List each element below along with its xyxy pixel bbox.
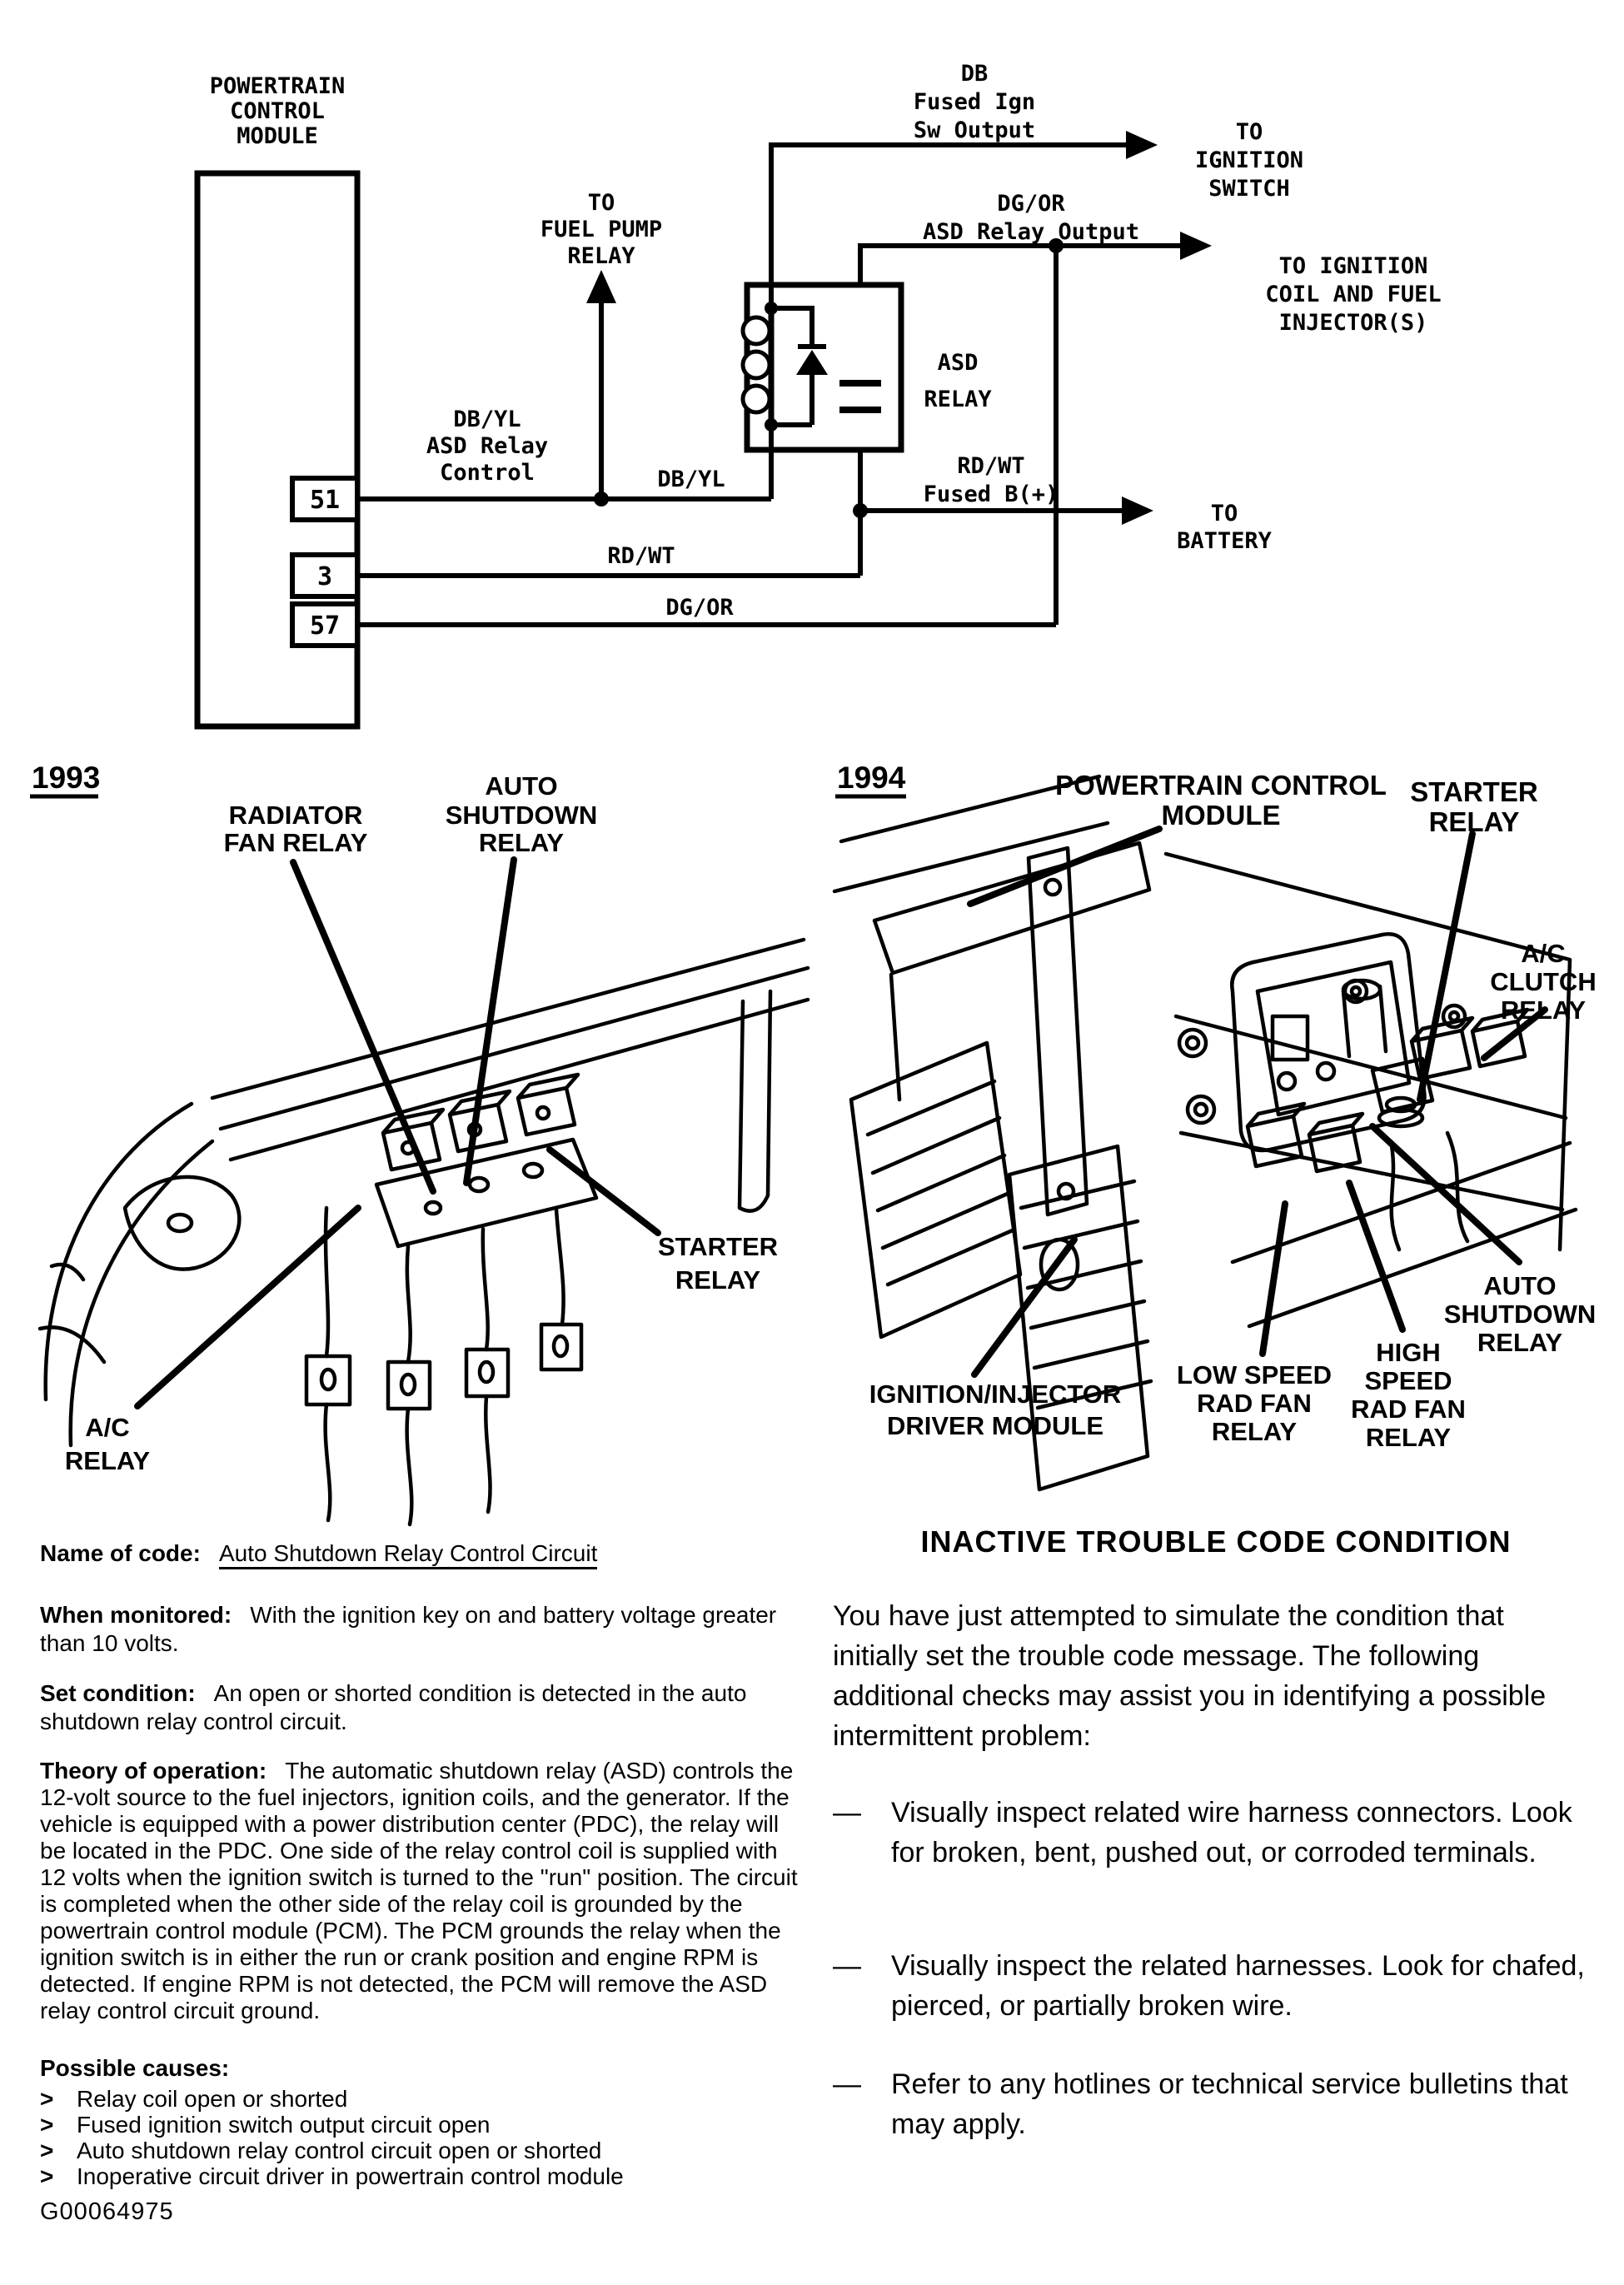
check-text: Refer to any hotlines or technical service bulletins that may apply.	[891, 2068, 1568, 2140]
pcm-label: MODULE	[1161, 800, 1281, 831]
check-text: Visually inspect related wire harness connectors. Look for broken, bent, pushed out, or corroded terminals.	[891, 1797, 1572, 1868]
check-dash: —	[833, 1950, 861, 1982]
ac-relay-leader	[137, 1208, 358, 1406]
ignition-injector-leader	[974, 1240, 1074, 1374]
check-dash: —	[833, 1797, 861, 1828]
cause-item	[40, 2138, 800, 2163]
starter-relay-label: RELAY	[1428, 806, 1520, 837]
check-dash: —	[833, 2068, 861, 2100]
set-condition-text: An open or shorted condition is detected in the auto shutdown relay control circuit.	[40, 1680, 747, 1734]
pcm-leader	[970, 829, 1159, 904]
leader-lines-1994	[970, 829, 1545, 1374]
db-yl-control-label: DB/YL	[453, 407, 521, 432]
pcm-label-line: MODULE	[237, 123, 318, 149]
db-yl-wire-label: DB/YL	[657, 466, 725, 492]
graphic-id	[40, 2198, 800, 2226]
rd-wt-fused-label: RD/WT	[957, 453, 1025, 479]
check-item	[833, 2064, 1587, 2144]
auto-shutdown-relay-label: SHUTDOWN	[1443, 1300, 1597, 1329]
to-ignition-coil-label: TO IGNITION	[1278, 253, 1428, 279]
set-condition-label: Set condition:	[40, 1680, 196, 1706]
figure-year: 1993	[32, 761, 101, 795]
ac-clutch-relay-label: RELAY	[1500, 995, 1587, 1025]
radiator-fan-relay-label: FAN RELAY	[223, 828, 368, 857]
inactive-condition-title: INACTIVE TROUBLE CODE CONDITION	[920, 1524, 1512, 1559]
relay-coil-icon	[743, 308, 771, 425]
dg-or-output-label: DG/OR	[997, 191, 1065, 217]
cause-item	[40, 2163, 800, 2189]
ac-clutch-relay-label: CLUTCH	[1490, 967, 1597, 996]
high-speed-relay-label: SPEED	[1364, 1366, 1452, 1395]
cause-text: Fused ignition switch output circuit open	[77, 2112, 491, 2138]
dg-or-output-label: ASD Relay Output	[922, 219, 1140, 245]
db-fused-label: DB	[960, 61, 989, 87]
low-speed-relay-label: LOW SPEED	[1176, 1360, 1333, 1389]
code-name-value: Auto Shutdown Relay Control Circuit	[219, 1540, 597, 1569]
db-fused-label: Sw Output	[913, 117, 1036, 143]
ac-clutch-relay-label: A/C	[1521, 939, 1566, 968]
starter-relay-label: STARTER	[1410, 776, 1538, 807]
to-fuel-pump-label: RELAY	[567, 243, 635, 269]
check-item	[833, 1946, 1587, 2026]
high-speed-relay-label: HIGH	[1376, 1338, 1441, 1367]
low-speed-relay-label: RELAY	[1211, 1417, 1298, 1446]
high-speed-relay-label: RELAY	[1365, 1423, 1452, 1452]
to-battery-label: TO	[1210, 501, 1238, 526]
when-monitored-section	[40, 1601, 800, 1658]
auto-shutdown-relay-leader	[466, 860, 514, 1183]
pin-57: 57	[309, 611, 341, 641]
db-fused-label: Fused Ign	[913, 89, 1036, 115]
to-ignition-switch-label: IGNITION	[1194, 147, 1304, 173]
auto-shutdown-relay-label: AUTO	[1483, 1271, 1557, 1300]
radiator-fan-relay-label: RADIATOR	[228, 801, 363, 830]
auto-shutdown-relay-label: AUTO	[485, 771, 558, 801]
cause-text: Auto shutdown relay control circuit open or shorted	[77, 2138, 602, 2163]
when-monitored-text: With the ignition key on and battery voltage greater than 10 volts.	[40, 1602, 777, 1656]
set-condition-section	[40, 1679, 800, 1736]
pcm-label-line: POWERTRAIN	[209, 73, 346, 99]
low-speed-relay-label: RAD FAN	[1197, 1389, 1312, 1418]
figure-1993-relay-location	[17, 741, 816, 1541]
name-of-code-section	[40, 1539, 800, 1568]
cause-item	[40, 2112, 800, 2138]
pcm-label: POWERTRAIN CONTROL	[1055, 770, 1387, 801]
low-speed-relay-leader	[1263, 1204, 1285, 1354]
ignition-injector-label: IGNITION/INJECTOR	[869, 1379, 1122, 1409]
check-text: Visually inspect the related harnesses. Look for chafed, pierced, or partially broken wire.	[891, 1950, 1585, 2022]
rd-wt-wire-label: RD/WT	[607, 543, 675, 569]
cause-bullet: >	[40, 2163, 54, 2189]
cause-bullet: >	[40, 2112, 54, 2138]
high-speed-relay-label: RAD FAN	[1351, 1394, 1466, 1424]
inactive-condition-intro: You have just attempted to simulate the condition that initially set the trouble code message. The following additional checks may assist you in identifying a possible intermittent problem:	[833, 1600, 1547, 1752]
db-yl-control-label: Control	[440, 460, 535, 486]
ac-relay-label: RELAY	[64, 1446, 151, 1475]
to-ignition-coil-label: COIL AND FUEL	[1265, 282, 1442, 307]
cause-bullet: >	[40, 2086, 54, 2112]
figure-1994-relay-location	[816, 741, 1624, 1541]
starter-relay-leader	[1420, 834, 1472, 1100]
ignition-injector-label: DRIVER MODULE	[886, 1411, 1104, 1440]
pcm-pins	[292, 478, 357, 646]
theory-label: Theory of operation:	[40, 1758, 267, 1784]
starter-relay-label: RELAY	[675, 1265, 761, 1295]
to-ignition-switch-label: SWITCH	[1208, 176, 1290, 202]
to-fuel-pump-label: FUEL PUMP	[540, 217, 663, 242]
auto-shutdown-relay-label: RELAY	[478, 828, 565, 857]
starter-relay-label: STARTER	[657, 1232, 779, 1261]
graphic-id-text: G00064975	[40, 2198, 174, 2225]
to-ignition-switch-label: TO	[1235, 119, 1263, 145]
ac-relay-label: A/C	[85, 1413, 130, 1442]
pcm-label-line: CONTROL	[230, 98, 325, 124]
to-ignition-coil-label: INJECTOR(S)	[1278, 310, 1428, 336]
cause-text: Inoperative circuit driver in powertrain control module	[77, 2163, 624, 2189]
theory-section	[40, 1758, 800, 2024]
starter-relay-leader	[550, 1150, 658, 1233]
auto-shutdown-relay-label: SHUTDOWN	[445, 801, 598, 830]
dg-or-wire-label: DG/OR	[665, 595, 734, 621]
pin-51: 51	[309, 486, 341, 515]
theory-text: The automatic shutdown relay (ASD) controls the 12-volt source to the fuel injectors, ignition coils, and the generator. If the vehicle is equipped with a power distribution center (PDC), the relay will be located in the PDC. One side of the relay control coil is supplied with 12 volts when the ignition switch is turned to the "run" position. The circuit is completed when the other side of the relay coil is grounded by the powertrain control module (PCM). The PCM grounds the relay when the ignition switch is in either the run or crank position and engine RPM is detected. If engine RPM is not detected, the PCM will remove the ASD relay control circuit ground.	[40, 1758, 798, 2023]
cause-item	[40, 2086, 800, 2112]
asd-relay-label-line: RELAY	[924, 387, 992, 412]
asd-wiring-diagram	[0, 33, 1624, 733]
asd-relay-symbol	[743, 285, 992, 450]
check-item	[833, 1793, 1587, 1873]
possible-causes-section	[40, 2054, 800, 2189]
pin-3: 3	[316, 562, 333, 591]
auto-shutdown-relay-label: RELAY	[1477, 1328, 1563, 1357]
name-of-code-label: Name of code:	[40, 1540, 201, 1566]
to-fuel-pump-label: TO	[587, 190, 615, 216]
to-battery-label: BATTERY	[1177, 528, 1272, 554]
possible-causes-label: Possible causes:	[40, 2055, 230, 2081]
radiator-fan-relay-leader	[293, 862, 433, 1191]
cause-text: Relay coil open or shorted	[77, 2086, 348, 2112]
cause-bullet: >	[40, 2138, 54, 2163]
when-monitored-label: When monitored:	[40, 1602, 232, 1628]
rd-wt-fused-label: Fused B(+)	[923, 481, 1059, 507]
db-yl-control-label: ASD Relay	[426, 433, 549, 459]
asd-relay-label-line: ASD	[937, 350, 979, 376]
figure-year: 1994	[837, 761, 906, 795]
